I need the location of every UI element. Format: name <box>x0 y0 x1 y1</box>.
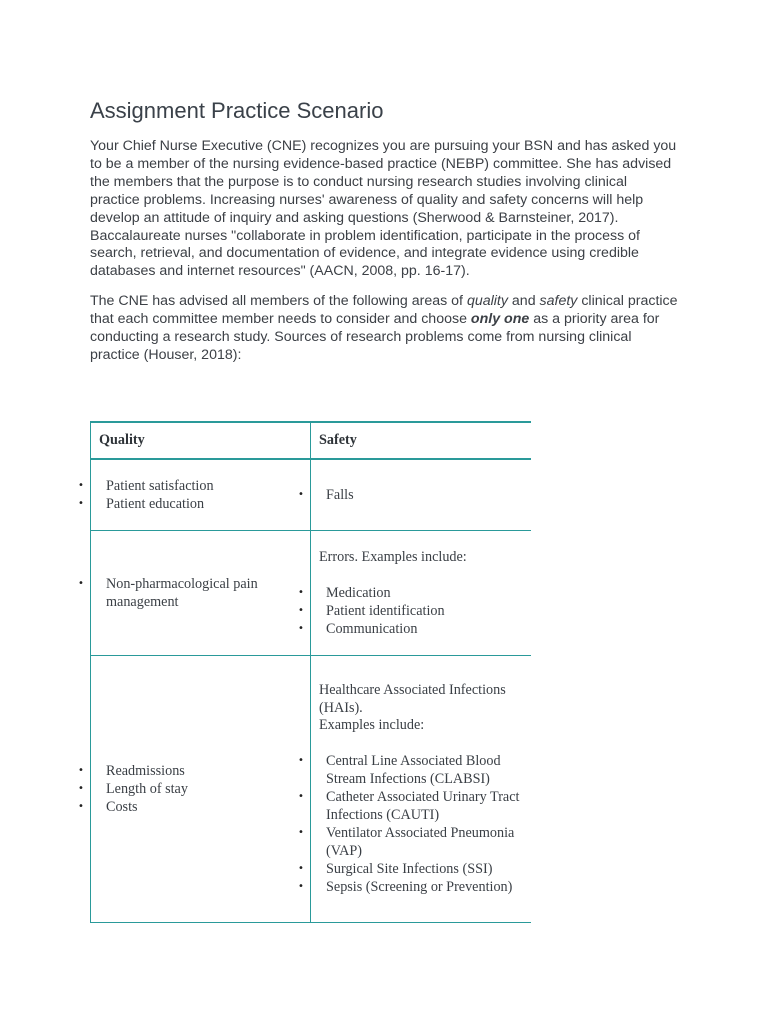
list-item: • Patient satisfaction <box>99 477 302 495</box>
list-item: • Surgical Site Infections (SSI) <box>319 860 523 878</box>
list-item: • Costs <box>99 798 302 816</box>
list-item: • Readmissions <box>99 762 302 780</box>
header-safety: Safety <box>311 422 532 459</box>
safety-intro: Healthcare Associated Infections (HAIs). <box>319 682 506 716</box>
intro-paragraph: Your Chief Nurse Executive (CNE) recognizes you are pursuing your BSN and has asked you to be a member of the nursing evidence-based practice (NEBP) committee. She has advised the members that the purpose is to conduct nursing research studies involving clinical practice problems. Increasing nurses' awareness of quality and safety concerns will help develop an attitude of inquiry and asking questions (Sherwood & Barnsteiner, 2017). Baccalaureate nurses "collaborate in problem identification, participate in the process of search, retrieval, and documentation of evidence, and integrate evidence using credible databases and internet resources" (AACN, 2008, pp. 16-17). <box>90 138 677 280</box>
quality-safety-table <box>90 421 531 923</box>
safety-intro: Examples include: <box>319 717 425 733</box>
quality-list <box>99 762 302 816</box>
safety-list <box>319 486 523 504</box>
table-row <box>91 531 532 656</box>
safety-intro: Errors. Examples include: <box>319 548 467 565</box>
para2-text-3: as a priority area for conducting a research study. Sources of research problems come from nursing clinical practice (Houser, 2018): <box>90 311 660 363</box>
list-item: • Patient identification <box>319 602 523 620</box>
quality-cell <box>91 531 311 656</box>
list-item: • Length of stay <box>99 780 302 798</box>
quality-cell <box>91 656 311 923</box>
safety-cell <box>311 459 532 531</box>
list-item: • Falls <box>319 486 523 504</box>
areas-paragraph <box>90 293 680 365</box>
quality-list <box>99 575 302 611</box>
quality-list <box>99 477 302 513</box>
para2-text-2: clinical practice that each committee member needs to consider and choose <box>90 293 678 328</box>
table-row <box>91 459 532 531</box>
list-item: • Catheter Associated Urinary Tract Infections (CAUTI) <box>319 788 523 824</box>
quality-cell <box>91 459 311 531</box>
safety-cell <box>311 656 532 923</box>
table-row <box>91 656 532 923</box>
header-quality: Quality <box>91 422 311 459</box>
table-header-row <box>91 422 532 459</box>
page-title: Assignment Practice Scenario <box>90 98 384 123</box>
list-item: • Non-pharmacological pain management <box>99 575 302 611</box>
list-item: • Patient education <box>99 495 302 513</box>
safety-cell <box>311 531 532 656</box>
safety-emphasis: safety <box>539 293 578 310</box>
list-item: • Ventilator Associated Pneumonia (VAP) <box>319 824 523 860</box>
para2-text-and: and <box>507 293 540 310</box>
list-item: • Sepsis (Screening or Prevention) <box>319 878 523 896</box>
safety-list <box>319 752 523 896</box>
list-item: • Central Line Associated Blood Stream Infections (CLABSI) <box>319 752 523 788</box>
para2-text-1: The CNE has advised all members of the following areas of <box>90 293 467 310</box>
quality-emphasis: quality <box>466 293 508 310</box>
safety-list <box>319 584 523 638</box>
only-one-emphasis: only one <box>470 311 530 328</box>
list-item: • Medication <box>319 584 523 602</box>
document-body <box>90 96 680 377</box>
list-item: • Communication <box>319 620 523 638</box>
